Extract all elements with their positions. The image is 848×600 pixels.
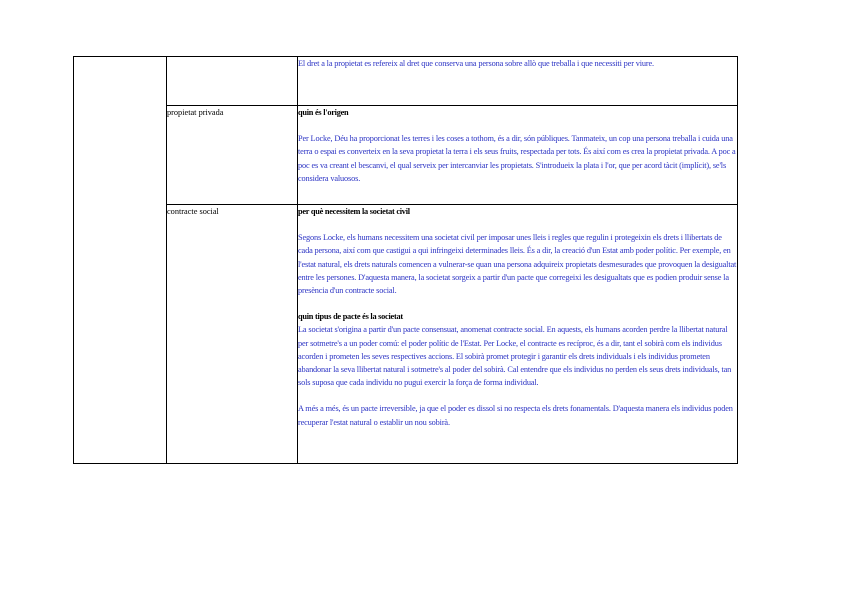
paragraph: Segons Locke, els humans necessitem una societat civil per imposar unes lleis i regles que regulin i protegeixin els drets i llibertats de cada persona, així com que castigui a qui infringeixi determinades lleis. És a dir, la creació d'un Estat amb poder polític. Per exemple, en l'estat natural, els drets naturals comencen a vulnerar-se quan una persona adquireix propietats desmesurades que provoquen la desigualtat entre les persones. D'aquesta manera, la societat sorgeix a partir d'un pacte que corregeixi les desigualtats que es podien produir sense la presència d'un contracte social. [298, 233, 737, 296]
table-row [74, 205, 738, 464]
document-table [73, 56, 738, 464]
paragraph: La societat s'origina a partir d'un pacte consensuat, anomenat contracte social. En aquests, els humans acorden perdre la llibertat natural per sotmetre's a un poder comú: el poder polític de l'Estat. Per Locke, el contracte es recíproc, és a dir, tant el sobirà com els individus acorden i prometen les seves respectives accions. El sobirà promet protegir i garantir els drets individuals i els individus prometen abandonar la seva llibertat natural i sotmetre's al poder del sobirà. Cal entendre que els individus no perden els seus drets individuals, tan sols suposa que cada individu no pugui exercir la força de forma individual. [298, 325, 732, 388]
paragraph: A més a més, és un pacte irreversible, ja que el poder es dissol si no respecta els drets fonamentals. D'aquesta manera els individus poden recuperar l'estat natural o establir un nou sobirà. [298, 404, 733, 427]
paragraph: El dret a la propietat es refereix al dret que conserva una persona sobre allò que treballa i que necessiti per viure. [298, 59, 654, 68]
empty-cell [74, 57, 167, 464]
section-heading: per què necessitem la societat civil [298, 207, 410, 216]
section-heading: quin és l'origen [298, 108, 349, 117]
content-cell [298, 106, 738, 205]
paragraph: Per Locke, Déu ha proporcionat les terres i les coses a tothom, és a dir, són públiques. Tanmateix, un cop una persona treballa i cuida una terra o espai es converteix en la seva propietat la terra i els seus fruits, respectada per tots. És així com es crea la propietat privada. A poc a poc es va creant el bescanvi, el qual serveix per intercanviar les propietats. S'introdueix la plata i l'or, que per acord tàcit (implícit), se'ls considera valuosos. [298, 134, 736, 183]
table-row [74, 57, 738, 106]
row-label-contracte-social: contracte social [167, 205, 298, 464]
row-label-propietat-privada: propietat privada [167, 106, 298, 205]
content-cell [298, 57, 738, 106]
content-cell [298, 205, 738, 464]
table-row [74, 106, 738, 205]
row-label [167, 57, 298, 106]
section-heading: quin tipus de pacte és la societat [298, 312, 403, 322]
